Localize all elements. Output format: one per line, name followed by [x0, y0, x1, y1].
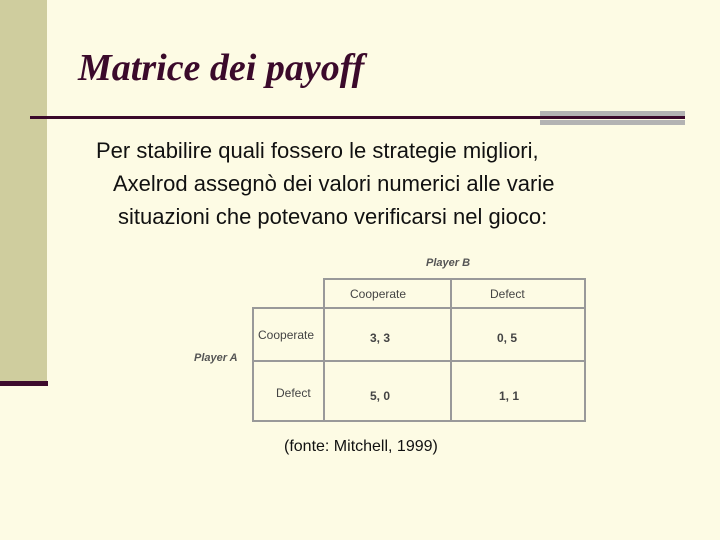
body-line-3: situazioni che potevano verificarsi nel gioco:: [118, 204, 548, 229]
cell-coop-defect: 0, 5: [497, 331, 518, 345]
title-rule-gray-bottom: [540, 120, 685, 125]
cell-defect-defect: 1, 1: [499, 389, 520, 403]
grid-line-col2: [450, 278, 452, 422]
player-b-label: Player B: [426, 257, 471, 269]
col-header-defect: Defect: [490, 287, 525, 301]
grid-line-left: [252, 307, 254, 422]
left-accent-bar: [0, 0, 47, 383]
grid-line-head: [252, 307, 586, 309]
body-text: [96, 134, 696, 233]
source-caption: (fonte: Mitchell, 1999): [284, 438, 438, 455]
body-line-1: Per stabilire quali fossero le strategie migliori,: [96, 138, 539, 163]
grid-line-top: [323, 278, 586, 280]
left-accent-bar-foot: [0, 381, 48, 386]
grid-line-bottom: [252, 420, 586, 422]
body-line-2: Axelrod assegnò dei valori numerici alle varie: [113, 171, 555, 196]
col-header-cooperate: Cooperate: [350, 287, 407, 301]
payoff-matrix: [190, 252, 590, 427]
row-header-defect: Defect: [276, 386, 311, 400]
title-rule: [30, 116, 685, 119]
grid-line-right: [584, 278, 586, 422]
player-a-label: Player A: [194, 352, 238, 364]
grid-line-col1: [323, 278, 325, 422]
grid-line-mid: [252, 360, 586, 362]
cell-defect-coop: 5, 0: [370, 389, 391, 403]
row-header-cooperate: Cooperate: [258, 328, 315, 342]
slide-title: Matrice dei payoff: [78, 47, 365, 89]
cell-coop-coop: 3, 3: [370, 331, 391, 345]
